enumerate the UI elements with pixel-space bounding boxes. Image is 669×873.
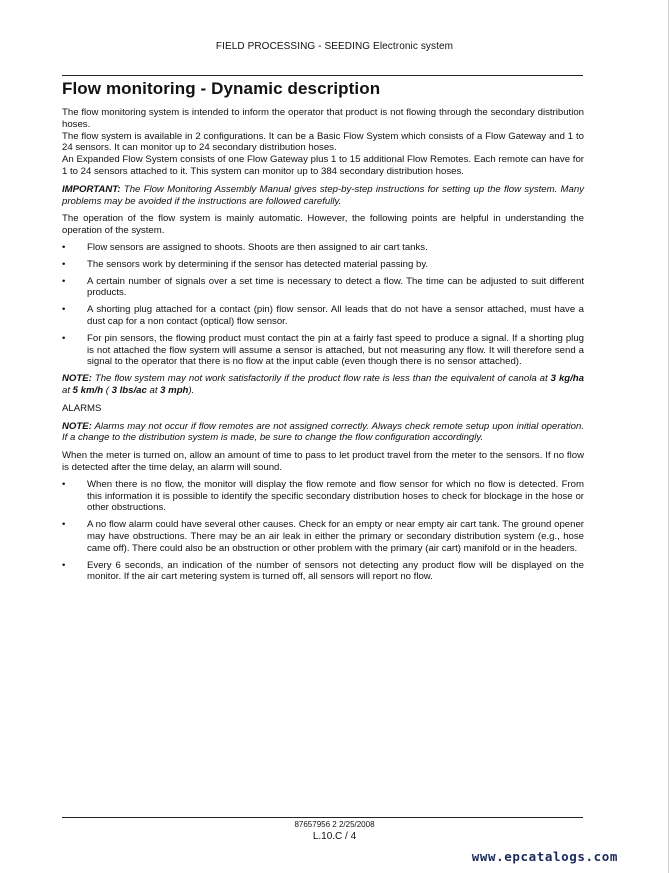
list-item-text: The sensors work by determining if the sensor has detected material passing by. (87, 258, 429, 270)
bullet-icon: • (62, 258, 66, 270)
note-text: at (146, 384, 161, 396)
list-item (62, 519, 584, 554)
list-item (62, 242, 584, 254)
note-text: ( (103, 384, 112, 396)
flow-rate-note (62, 373, 584, 397)
list-item (62, 276, 584, 300)
page-number: L.10.C / 4 (312, 831, 357, 842)
note-text: Alarms may not occur if flow remotes are not assigned correctly. Always check remote setup upon initial operation. If a change to the distribution system is made, be sure to change the flow configuration accordingly. (62, 420, 584, 444)
intro-paragraph-3: An Expanded Flow System consists of one Flow Gateway plus 1 to 15 additional Flow Remotes. Each remote can have for 1 to 24 sensors attached to it. This system can monitor up to 384 secondary distribution hoses. (62, 154, 584, 177)
list-item-text: A no flow alarm could have several other causes. Check for an empty or near empty air cart tank. The ground opener may have obstructions. There may be an air leak in either the primary or secondary distribution system (e.g., hose came off). There could also be an obstruction or other problem with the primary (air cart) manifold or in the headers. (87, 519, 584, 554)
list-item (62, 560, 584, 584)
rate-value-imperial: 3 lbs/ac (111, 384, 147, 396)
running-header: FIELD PROCESSING - SEEDING Electronic system (215, 41, 454, 52)
note-label: NOTE: (62, 420, 92, 432)
bullet-icon: • (62, 275, 66, 287)
list-item (62, 333, 584, 368)
operation-paragraph: The operation of the flow system is mainly automatic. However, the following points are helpful in understanding the operation of the system. (62, 213, 584, 237)
rate-value: 3 kg/ha (550, 373, 584, 385)
note-text: ). (188, 384, 195, 396)
section-title: Flow monitoring - Dynamic description (62, 79, 381, 98)
document-number: 87657956 2 2/25/2008 (294, 820, 375, 829)
alarms-heading: ALARMS (62, 402, 102, 414)
note-text: The flow system may not work satisfactorily if the product flow rate is less than the equivalent of canola at (91, 373, 551, 385)
list-item-text: When there is no flow, the monitor will display the flow remote and flow sensor for which no flow is detected. From this information it is possible to identify the specific secondary distribution hoses to check for blockage in the hose or other obstructions. (87, 478, 584, 514)
operation-bullet-list (62, 242, 584, 368)
bullet-icon: • (62, 519, 66, 531)
list-item-text: A certain number of signals over a set time is necessary to detect a flow. The time can be adjusted to suit different products. (87, 275, 584, 299)
bullet-icon: • (62, 559, 66, 571)
bullet-icon: • (62, 304, 66, 316)
bullet-icon: • (62, 478, 66, 490)
watermark-url: www.epcatalogs.com (471, 849, 618, 864)
note-label: NOTE: (62, 373, 92, 385)
list-item (62, 259, 584, 271)
list-item-text: A shorting plug attached for a contact (pin) flow sensor. All leads that do not have a sensor attached, must have a dust cap for a non contact (optical) flow sensor. (87, 304, 584, 327)
list-item (62, 304, 584, 328)
intro-paragraph-2: The flow system is available in 2 configurations. It can be a Basic Flow System which consists of a Flow Gateway and 1 to 24 sensors. It can monitor up to 24 secondary distribution hoses. (62, 130, 584, 154)
alarms-paragraph: When the meter is turned on, allow an amount of time to pass to let product travel from the meter to the sensors. If no flow is detected after the time delay, an alarm will sound. (62, 450, 584, 473)
list-item (62, 479, 584, 514)
important-note (62, 184, 584, 208)
bullet-icon: • (62, 332, 66, 344)
section-body (62, 107, 584, 588)
header-rule (62, 75, 583, 76)
bullet-icon: • (62, 241, 66, 253)
speed-value: 5 km/h (72, 384, 104, 396)
alarms-note (62, 421, 584, 445)
important-text: The Flow Monitoring Assembly Manual gives step-by-step instructions for setting up the flow system. Many problems may be avoided if the instructions are followed carefully. (62, 183, 584, 207)
alarms-bullet-list (62, 479, 584, 583)
note-text: at (62, 384, 73, 396)
list-item-text: Every 6 seconds, an indication of the number of sensors not detecting any product flow will be displayed on the monitor. If the air cart metering system is turned off, all sensors will report no flow. (87, 559, 584, 583)
list-item-text: Flow sensors are assigned to shoots. Shoots are then assigned to air cart tanks. (87, 241, 428, 253)
footer-rule (62, 817, 583, 818)
important-label: IMPORTANT: (62, 183, 121, 195)
list-item-text: For pin sensors, the flowing product must contact the pin at a fairly fast speed to produce a signal. If a shorting plug is not attached the flow system will assume a sensor is attached, but not measuring any flow. It will therefore send a signal to the operator that there is no flow at the input cable (even though there is no sensor attached). (87, 332, 584, 368)
intro-paragraph-1: The flow monitoring system is intended to inform the operator that product is not flowing through the secondary distribution hoses. (62, 107, 584, 130)
speed-value-imperial: 3 mph (160, 384, 189, 396)
